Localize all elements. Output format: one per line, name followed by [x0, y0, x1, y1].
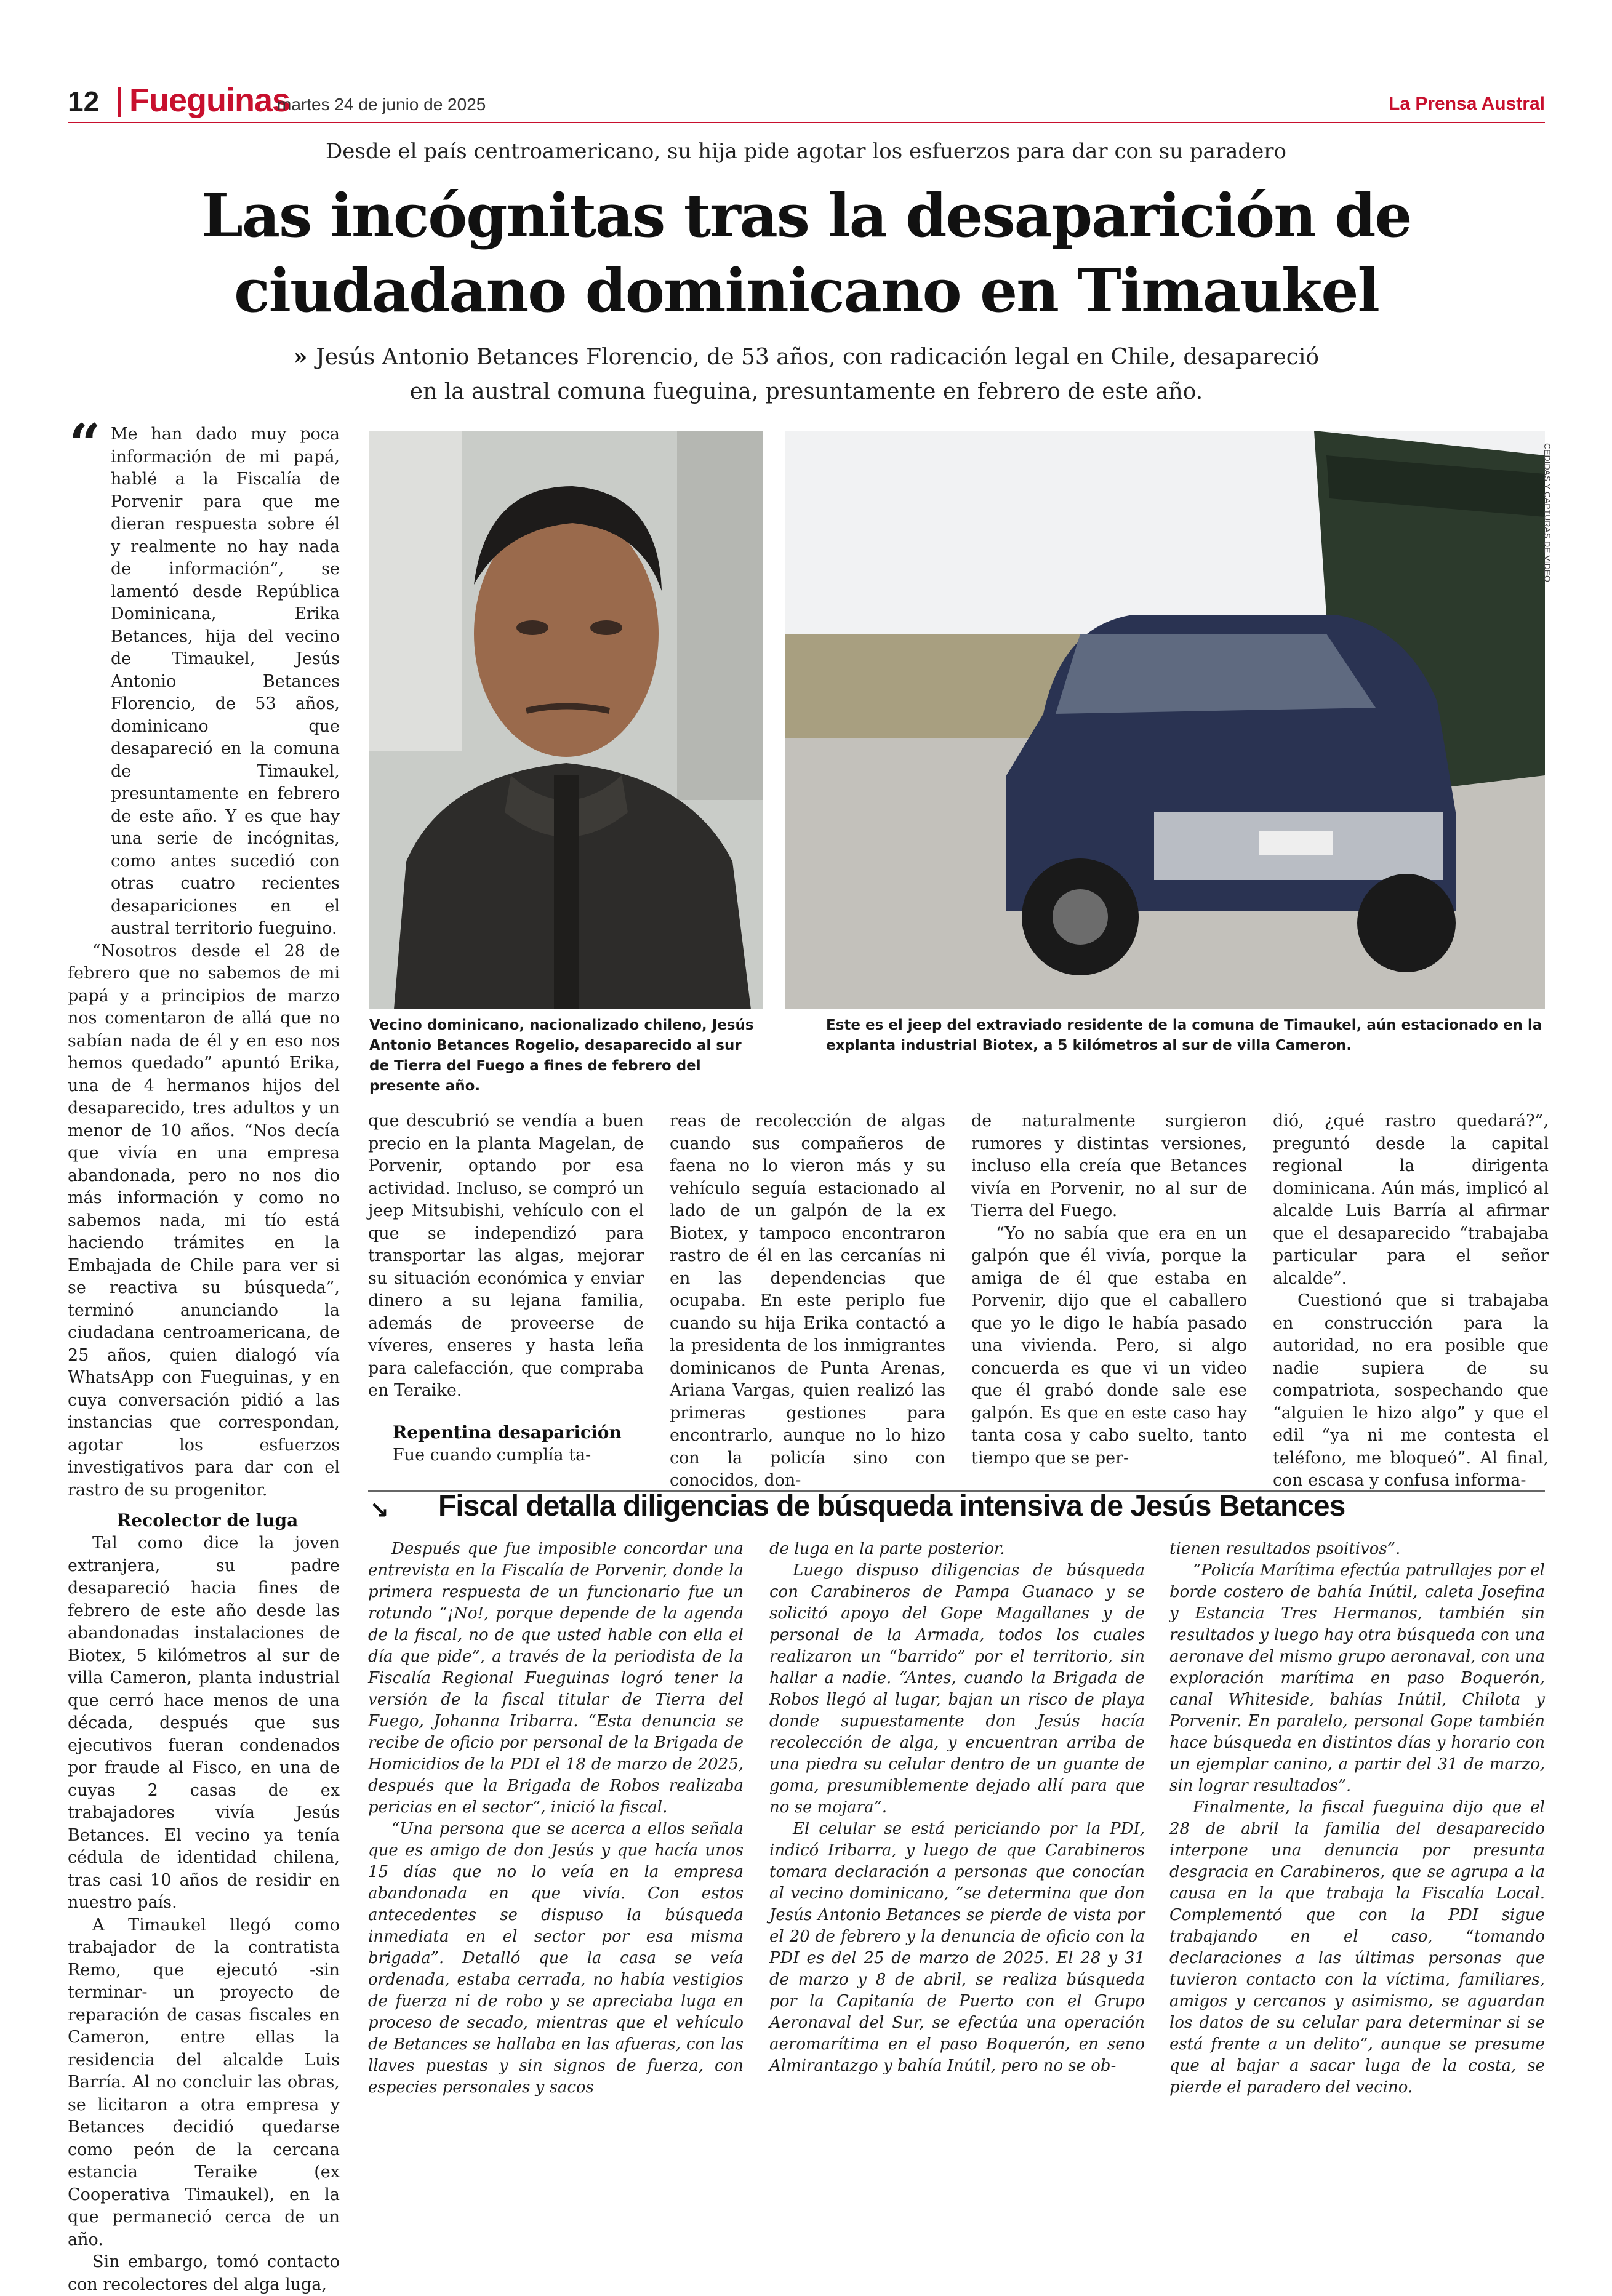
- jeep-photo: [785, 431, 1545, 1009]
- paragraph: Finalmente, la fiscal fueguina dijo que el 28 de abril la familia del desaparecido interpone una denuncia por presunta desgracia en Carabineros, que se agrupa a la causa en la que trabaja la Fiscalía Local. Complementó que con la PDI sigue trabajando en el caso, “tomando declaraciones a las últimas personas que tuvieron contacto con la víctima, familiares, amigos y cercanos y asimismo, se aguardan los datos de su celular para determinar si se está frente a un delito”, aunque se presume que al bajar a sacar luga de la costa, se pierde el paradero del vecino.: [1169, 1798, 1545, 2097]
- paragraph: Después que fue imposible concordar una entrevista en la Fiscalía de Porvenir, donde la primera respuesta de un funcionario fue un rotundo “¡No!, porque depende de la agenda de la fiscal, no de que usted hable con ella el día que pide”, a través de la periodista de la Fiscalía Regional Fueguinas logró tener la versión de la fiscal titular de Tierra del Fuego, Johanna Iribarra. “Esta denuncia se recibe de oficio por personal de la Brigada de Homicidios de la PDI el 18 de marzo de 2025, después que la Brigada de Robos realizaba pericias en el sector”, inició la fiscal.: [368, 1540, 744, 1817]
- paragraph: El celular se está periciando por la PDI, indicó Iribarra, y luego de que Carabineros tomara declaración a personas que conocían al vecino dominicano, “se determina que don Jesús Antonio Betances se pierde de vista por el 20 de febrero y la denuncia de oficio con la PDI es del 25 de marzo de 2025. El 28 y 31 de marzo y 8 de abril, se realiza búsqueda por la Capitanía de Puerto con el Grupo Aeronaval del Sur, se efectúa una operación aeromarítima en el paso Boquerón, en seno Almirantazgo y bahía Inútil, pero no se ob-: [769, 1820, 1145, 2075]
- article-headline: Las incógnitas tras la desaparición de ciudadano dominicano en Timaukel: [201, 181, 1411, 326]
- paragraph: “Una persona que se acerca a ellos señala que es amigo de don Jesús y que hacía unos 15 días que no lo veía en la empresa abandonada en que vivía. Con estos antecedentes se dispuso la búsqueda inmediata en el sector por esa misma brigada”. Detalló que la casa se veía ordenada, estaba cerrada, no había vestigios de fuerza ni de robo y se apreciaba luga en proceso de secado, mientras que el vehículo de Betances se hallaba en las afueras, con las llaves puestas y sin signos de fuerza, con especies personales y sacos: [368, 1820, 744, 2097]
- paragraph: que descubrió se vendía a buen precio en la planta Magelan, de Porvenir, optando por esa actividad. Incluso, se compró un jeep Mitsubishi, vehículo con el que se independizó para transportar las algas, mejorar su situación económica y enviar dinero a su lejana familia, además de proveerse de víveres, enseres y hasta leña para calefacción, que compraba en Teraike.: [368, 1111, 644, 1400]
- paragraph: dió, ¿qué rastro quedará?”, preguntó desde la capital regional la dirigenta dominicana. Aún más, implicó al alcalde Luis Barría al afirmar que el desaparecido “trabajaba particular para el señor alcalde”.: [1273, 1111, 1549, 1288]
- header-separator: [118, 87, 121, 117]
- sidebar-column-2: [769, 1538, 1145, 2077]
- sidebar-title: Fiscal detalla diligencias de búsqueda intensiva de Jesús Betances: [438, 1490, 1345, 1522]
- article-column-4: [971, 1110, 1247, 1470]
- subhead: Recolector de luga: [117, 1510, 299, 1530]
- paragraph: “Nosotros desde el 28 de febrero que no sabemos de mi papá y a principios de marzo nos comentaron de allá que no sabían nada de él y en eso nos hemos quedado” apuntó Erika, una de 4 hermanos hijos del desaparecido, tres adultos y un menor de 10 años. “Nos decía que vivía en una empresa abandonada, pero no nos dio más información y como no sabemos nada, mi tío está haciendo trámites en la Embajada de Chile para ver si se reactiva su búsqueda”, terminó anunciando la ciudadana centroamericana, de 25 años, quien dialogó vía WhatsApp con Fueguinas, y en cuya conversación pidió a las instancias que correspondan, agotar los esfuerzos investigativos para dar con el rastro de su progenitor.: [68, 941, 340, 1500]
- sidebar-column-3: [1169, 1538, 1545, 2098]
- article-deck: [283, 340, 1329, 409]
- sidebar-column-1: [368, 1538, 744, 2098]
- arrow-down-right-icon: ↘: [369, 1497, 389, 1524]
- paragraph: Me han dado muy poca información de mi papá, hablé a la Fiscalía de Porvenir para que me dieran respuesta sobre él y realmente no hay nada de información”, se lamentó desde República Dominicana, Erika Betances, hija del vecino de Timaukel, Jesús Antonio Betances Florencio, de 53 años, dominicano que desapareció en la comuna de Timaukel, presuntamente en febrero de este año. Y es que hay una serie de incógnitas, como antes sucedió con otras cuatro recientes desapariciones en el austral territorio fueguino.: [111, 425, 340, 938]
- section-name: Fueguinas: [129, 82, 291, 119]
- article-column-1: [68, 423, 340, 2296]
- paragraph: de luga en la parte posterior.: [769, 1540, 1005, 1558]
- article-column-5: [1273, 1110, 1549, 1492]
- article-column-2: [368, 1110, 644, 1466]
- paragraph: tienen resultados psoitivos”.: [1169, 1540, 1401, 1558]
- paragraph: de naturalmente surgieron rumores y distintas versiones, incluso ella creía que Betances vivía en Porvenir, no al sur de Tierra del Fuego.: [971, 1111, 1247, 1220]
- paragraph: “Yo no sabía que era en un galpón que él vivía, porque la amiga de él que estaba en Porvenir, dijo que el caballero que yo le digo le había pasado una vivienda. Pero, si algo concuerda es que vi un video que él grabó donde sale ese galpón. Es que en este caso hay tanta cosa y cabo suelto, tanto tiempo que se per-: [971, 1223, 1247, 1468]
- paragraph: “Policía Marítima efectúa patrullajes por el borde costero de bahía Inútil, caleta Josefina y Estancia Tres Hermanos, también sin resultados y luego hay otra búsqueda con una aeronave del mismo grupo aeronaval, con una exploración marítima en paso Boquerón, canal Whiteside, bahías Inútil, Chilota y Porvenir. En paralelo, personal Gope también hace búsqueda en distintos días y horario con un ejemplar canino, a partir del 31 de marzo, sin lograr resultados”.: [1169, 1561, 1545, 1795]
- paragraph: reas de recolección de algas cuando sus compañeros de faena no lo vieron más y su vehículo seguía estacionado al lado de un galpón de la ex Biotex, y tampoco encontraron rastro de él en las cercanías ni en las dependencias que ocupaba. En este periplo fue cuando su hija Erika contactó a la presidenta de los inmigrantes dominicanos de Punta Arenas, Ariana Vargas, quien realizó las primeras gestiones para encontrarlo, aunque no lo hizo con la policía sino con conocidos, don-: [670, 1111, 945, 1490]
- issue-date: martes 24 de junio de 2025: [277, 95, 486, 114]
- jeep-illustration: [785, 431, 1545, 1009]
- newspaper-name: La Prensa Austral: [1389, 94, 1545, 114]
- article-kicker: Desde el país centroamericano, su hija pide agotar los esfuerzos para dar con su paradero: [325, 139, 1287, 164]
- portrait-illustration: [369, 431, 763, 1009]
- paragraph: Cuestionó que si trabajaba en construcción para la autoridad, no era posible que nadie supiera de su compatriota, sospechando que “alguien le hizo algo” y que el edil “ya ni me contesta el teléfono, me bloqueó”. Al final, con escasa y confusa informa-: [1273, 1291, 1549, 1490]
- page-number: 12: [68, 86, 100, 118]
- open-quote-icon: “: [69, 412, 101, 477]
- photo-caption-jeep: Este es el jeep del extraviado residente de la comuna de Timaukel, aún estacionado en la explanta industrial Biotex, a 5 kilómetros al sur de villa Cameron.: [826, 1017, 1542, 1054]
- photo-credit: CEDIDAS Y CAPTURAS DE VIDEO: [1542, 443, 1552, 582]
- article-column-3: [670, 1110, 945, 1492]
- paragraph: Luego dispuso diligencias de búsqueda con Carabineros de Pampa Guanaco y se solicitó apoyo del Gope Magallanes y de personal de la Armada, todos los cuales realizaron un “barrido” por el territorio, sin hallar a nadie. “Antes, cuando la Brigada de Robos llegó al lugar, bajan un risco de playa donde supuestamente don Jesús hacía recolección de alga, y encuentran arriba de una piedra su celular dentro de un guante de goma, presumiblemente dejado allí para que no se mojara”.: [769, 1561, 1145, 1817]
- double-chevron-right-icon: »: [293, 344, 308, 370]
- subhead: Repentina desaparición: [393, 1422, 622, 1442]
- photo-caption-portrait: Vecino dominicano, nacionalizado chileno, Jesús Antonio Betances Rogelio, desaparecido al sur de Tierra del Fuego a fines de febrero del presente año.: [369, 1017, 754, 1094]
- paragraph: Sin embargo, tomó contacto con recolectores del alga luga,: [68, 2252, 340, 2294]
- paragraph: A Timaukel llegó como trabajador de la contratista Remo, que ejecutó -sin terminar- un proyecto de reparación de casas fiscales en Cameron, entre ellas la residencia del alcalde Luis Barría. Al no concluir las obras, se licitaron a otra empresa y Betances decidió quedarse como peón de la cercana estancia Teraike (ex Cooperativa Timaukel), en la que permaneció cerca de un año.: [68, 1915, 340, 2249]
- header-rule: [68, 122, 1545, 123]
- deck-text: Jesús Antonio Betances Florencio, de 53 años, con radicación legal en Chile, desapareció en la austral comuna fueguina, presuntamente en febrero de este año.: [316, 345, 1320, 404]
- paragraph: Fue cuando cumplía ta-: [393, 1445, 591, 1465]
- portrait-photo: [369, 431, 763, 1009]
- paragraph: Tal como dice la joven extranjera, su padre desapareció hacia fines de febrero de este año desde las abandonadas instalaciones de Biotex, 5 kilómetros al sur de villa Cameron, planta industrial que cerró hace menos de una década, después que sus ejecutivos fueran condenados por fraude al Fisco, en una de cuyas 2 casas de ex trabajadores vivía Jesús Betances. El vecino ya tenía cédula de identidad chilena, tras casi 10 años de residir en nuestro país.: [68, 1534, 340, 1912]
